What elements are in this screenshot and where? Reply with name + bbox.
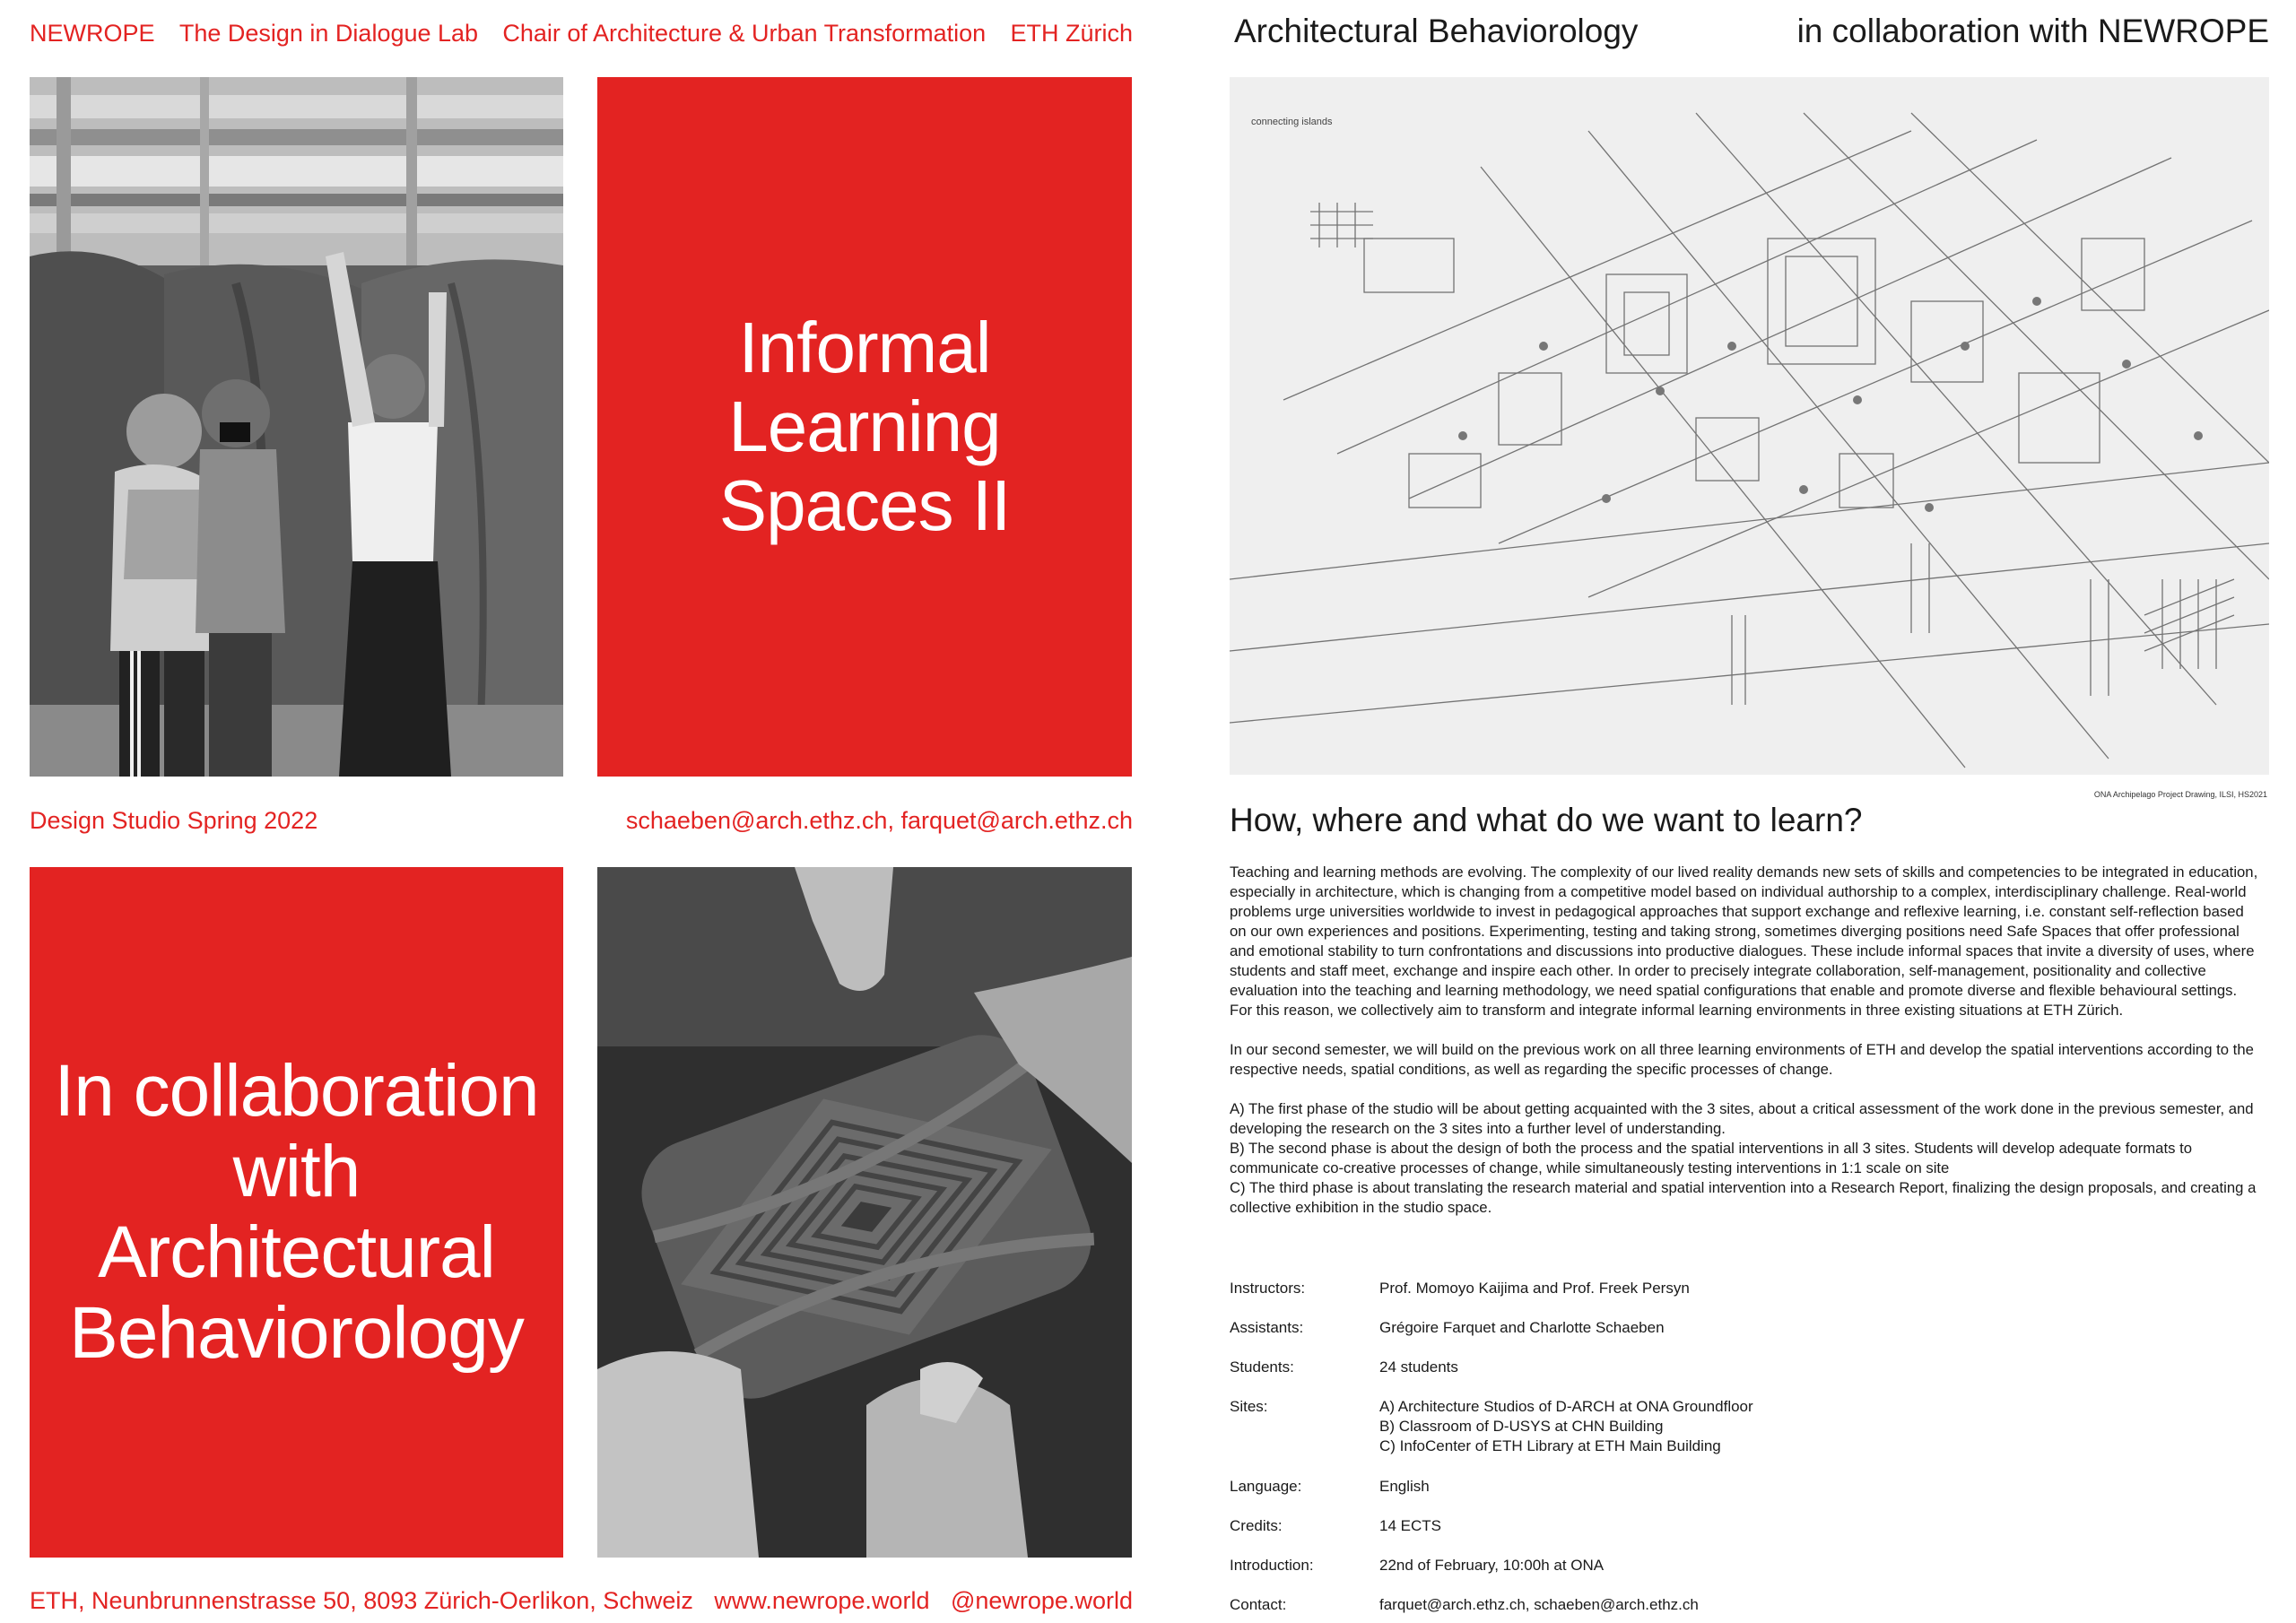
- info-label: Language:: [1230, 1478, 1302, 1495]
- photo-fabric-illustration: [30, 77, 563, 777]
- phase-b: B) The second phase is about the design of both the process and the spatial interventions in all 3 sites. Students will develop adequate formats to communicate co-creative processes of change, while simultaneously testing interventions in 1:1 scale on site: [1230, 1140, 2192, 1176]
- title-line-1: Informal: [738, 308, 991, 387]
- info-label: Assistants:: [1230, 1319, 1304, 1336]
- info-label: Sites:: [1230, 1398, 1268, 1415]
- website-link[interactable]: www.newrope.world: [714, 1587, 930, 1614]
- phase-c: C) The third phase is about translating the research material and spatial intervention into a Research Report, finalizing the design proposals, and creating a collective exhibition in the studio space.: [1230, 1179, 2257, 1216]
- middle-info-bar: [30, 807, 1133, 835]
- info-value: A) Architecture Studios of D-ARCH at ONA Groundfloor B) Classroom of D-USYS at CHN Building C) InfoCenter of ETH Library at ETH Main Building: [1379, 1398, 1753, 1454]
- social-handle[interactable]: @newrope.world: [950, 1587, 1133, 1614]
- title-line-2: Learning: [728, 386, 1001, 466]
- phase-a: A) The first phase of the studio will be about getting acquainted with the 3 sites, about a critical assessment of the work done in the previous semester, and developing the research on the 3 sites into a further level of understanding.: [1230, 1100, 2254, 1137]
- contact-emails: schaeben@arch.ethz.ch, farquet@arch.ethz.ch: [625, 807, 1133, 834]
- header-lab: The Design in Dialogue Lab: [178, 20, 479, 47]
- info-value: Prof. Momoyo Kaijima and Prof. Freek Persyn: [1379, 1280, 1690, 1297]
- photo-fabric-installation: [30, 77, 563, 777]
- page-title: Architectural Behaviorology: [1234, 13, 1639, 49]
- collab-line-2: with: [232, 1131, 361, 1212]
- info-value[interactable]: farquet@arch.ethz.ch, schaeben@arch.ethz.ch: [1379, 1596, 1699, 1613]
- info-label: Credits:: [1230, 1517, 1283, 1534]
- studio-description: [1230, 863, 2261, 1218]
- photo-woven-illustration: [597, 867, 1132, 1558]
- info-label: Introduction:: [1230, 1557, 1314, 1574]
- info-value: 22nd of February, 10:00h at ONA: [1379, 1557, 1605, 1574]
- info-value: Grégoire Farquet and Charlotte Schaeben: [1379, 1319, 1665, 1336]
- drawing-caption: ONA Archipelago Project Drawing, ILSI, HS2021: [2093, 790, 2267, 799]
- archipelago-drawing: [1230, 77, 2269, 775]
- section-heading: How, where and what do we want to learn?: [1230, 802, 1863, 838]
- header-eth: ETH Zürich: [1010, 20, 1133, 47]
- collaboration-block: [30, 867, 563, 1558]
- drawing-title: connecting islands: [1251, 117, 1333, 127]
- collab-line-4: Behaviorology: [69, 1292, 524, 1374]
- header-newrope: NEWROPE: [30, 20, 155, 47]
- collab-line-3: Architectural: [98, 1211, 495, 1293]
- studio-term: Design Studio Spring 2022: [30, 807, 318, 834]
- page-subtitle: in collaboration with NEWROPE: [1796, 13, 2269, 49]
- collab-line-1: In collaboration: [54, 1050, 539, 1132]
- perspective-sketch: [1230, 77, 2269, 775]
- collaboration-title: [45, 1051, 547, 1374]
- address: ETH, Neunbrunnenstrasse 50, 8093 Zürich-Oerlikon, Schweiz: [30, 1587, 693, 1614]
- top-header-bar: [30, 20, 1133, 48]
- info-value: English: [1379, 1478, 1430, 1495]
- photo-woven-model: [597, 867, 1132, 1558]
- bottom-address-bar: [30, 1587, 1133, 1615]
- info-value: 24 students: [1379, 1358, 1458, 1376]
- info-label: Students:: [1230, 1358, 1294, 1376]
- paragraph-intro: Teaching and learning methods are evolving. The complexity of our lived reality demands new sets of skills and competencies to be integrated in education, especially in architecture, which is changing from a competitive model based on individual authorship to a complex, interdisciplinary challenge. Real-world problems urge universities worldwide to invest in pedagogical approaches that support exchange and reflexive learning, i.e. constant self-reflection based on our own experiences and positions. Experimenting, testing and taking strong, sometimes diverging positions need Safe Spaces that offer professional and emotional stability to turn confrontations and discussions into productive dialogues. These include informal spaces that invite a diversity of uses, where students and staff meet, exchange and inspire each other. In order to precisely integrate collaboration, self-management, positionality and collective evaluation into the teaching and learning methodology, we need spatial configurations that enable and promote diverse and flexible behavioural settings. For this reason, we collectively aim to transform and integrate informal learning environments in three existing situations at ETH Zürich.: [1230, 864, 2258, 1019]
- info-label: Contact:: [1230, 1596, 1287, 1613]
- title-line-3: Spaces II: [718, 465, 1011, 545]
- header-chair: Chair of Architecture & Urban Transformation: [502, 20, 987, 47]
- info-value: 14 ECTS: [1379, 1517, 1441, 1534]
- info-label: Instructors:: [1230, 1280, 1306, 1297]
- studio-title: [701, 308, 1029, 545]
- paragraph-second-semester: In our second semester, we will build on the previous work on all three learning environments of ETH and develop the spatial interventions according to the respective needs, spatial conditions, as well as regarding the specific processes of change.: [1230, 1041, 2254, 1078]
- title-block: [597, 77, 1132, 777]
